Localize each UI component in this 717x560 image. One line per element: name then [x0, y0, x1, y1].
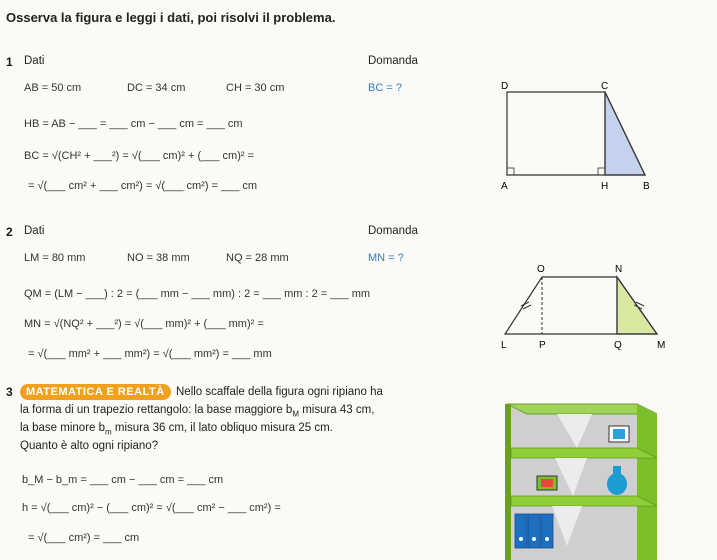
label-n: N: [615, 264, 623, 275]
ex3-step-1: b_M − b_m = ___ cm − ___ cm = ___ cm: [22, 474, 224, 486]
ex3-text-2-main: la forma di un trapezio rettangolo: la base maggiore b: [20, 404, 293, 416]
label-p: P: [539, 340, 546, 351]
ex1-step-3: = √(___ cm² + ___ cm²) = √(___ cm²) = ___ cm: [28, 180, 258, 192]
ex1-data-ab: AB = 50 cm: [24, 82, 82, 94]
badge-label: MATEMATICA E REALTÀ: [20, 384, 171, 400]
ex3-step-3: = √(___ cm²) = ___ cm: [28, 532, 140, 544]
ex2-data-nq: NQ = 28 mm: [226, 252, 289, 264]
ex2-data-no: NO = 38 mm: [127, 252, 190, 264]
label-h: H: [601, 181, 609, 192]
ex1-step-2: BC = √(CH² + ___²) = √(___ cm)² + (___ cm)² =: [24, 150, 254, 162]
ex3-text-4: Quanto è alto ogni ripiano?: [20, 440, 159, 452]
ex2-step-2: MN = √(NQ² + ___²) = √(___ mm)² + (___ mm)² =: [24, 318, 264, 330]
ex1-question: BC = ?: [368, 82, 402, 94]
ex2-data-lm: LM = 80 mm: [24, 252, 86, 264]
label-m: M: [657, 340, 666, 351]
ex3-text-3-sub: m: [105, 427, 112, 437]
trapezoid-figure-2: [497, 262, 677, 357]
exercise-1-number: 1: [6, 55, 13, 69]
ex1-step-1: HB = AB − ___ = ___ cm − ___ cm = ___ cm: [24, 118, 243, 130]
ex3-text-3-main: la base minore b: [20, 422, 106, 434]
ex2-step-3: = √(___ mm² + ___ mm²) = √(___ mm²) = ___ mm: [28, 348, 272, 360]
exercise-2-number: 2: [6, 225, 13, 239]
label-l: L: [501, 340, 507, 351]
exercise-3-number: 3: [6, 385, 13, 399]
ex3-text-3-end: misura 36 cm, il lato obliquo misura 25 cm.: [111, 422, 333, 434]
ex1-domanda-label: Domanda: [368, 55, 418, 67]
ex2-dati-label: Dati: [24, 225, 45, 237]
ex1-data-dc: DC = 34 cm: [127, 82, 186, 94]
label-b: B: [643, 181, 650, 192]
ex2-domanda-label: Domanda: [368, 225, 418, 237]
label-c: C: [601, 81, 609, 92]
ex3-step-2: h = √(___ cm)² − (___ cm)² = √(___ cm² − ___ cm²) =: [22, 502, 281, 514]
label-o: O: [537, 264, 545, 275]
ex1-data-ch: CH = 30 cm: [226, 82, 285, 94]
label-a: A: [501, 181, 508, 192]
label-d: D: [501, 81, 509, 92]
instruction: Osserva la figura e leggi i dati, poi risolvi il problema.: [6, 10, 336, 25]
badge-matematica-realta: [20, 382, 171, 400]
bookshelf-illustration: [497, 396, 672, 560]
ex3-text-1: Nello scaffale della figura ogni ripiano ha: [176, 386, 383, 398]
ex3-text-2-sub: M: [292, 409, 299, 419]
label-q: Q: [614, 340, 622, 351]
ex3-text-2-end: misura 43 cm,: [299, 404, 375, 416]
ex2-step-1: QM = (LM − ___) : 2 = (___ mm − ___ mm) : 2 = ___ mm : 2 = ___ mm: [24, 288, 371, 300]
ex2-question: MN = ?: [368, 252, 404, 264]
trapezoid-figure-1: [497, 80, 667, 200]
ex1-dati-label: Dati: [24, 55, 45, 67]
